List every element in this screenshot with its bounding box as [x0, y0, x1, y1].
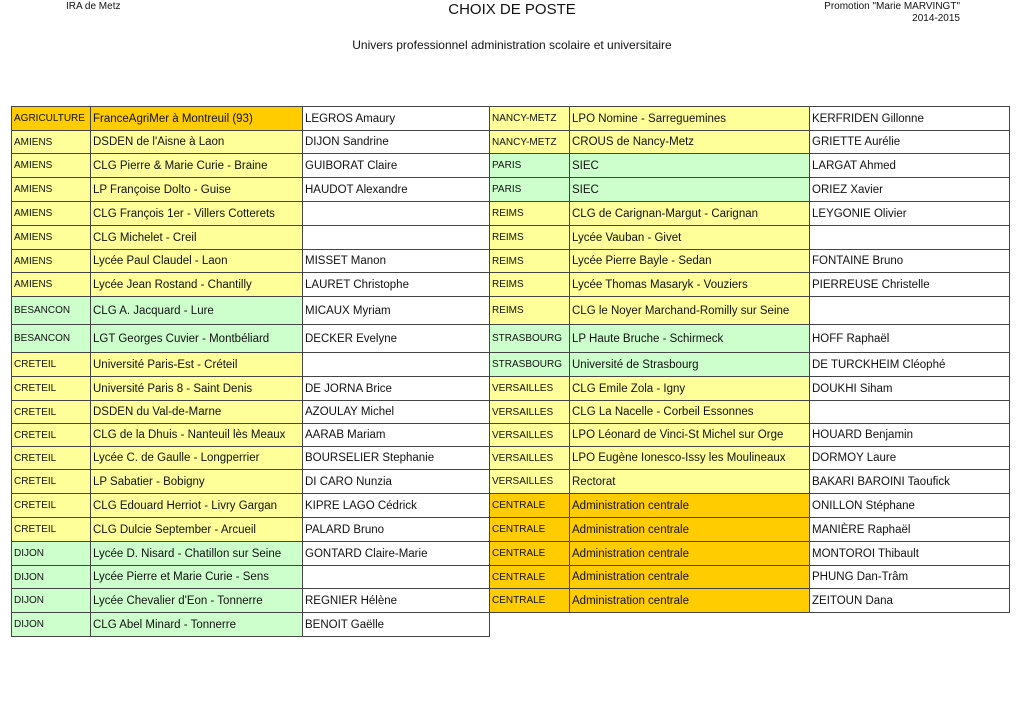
name-cell: LEYGONIE Olivier	[810, 202, 1010, 226]
name-cell: DE JORNA Brice	[303, 377, 490, 401]
post-cell: CLG Edouard Herriot - Livry Gargan	[91, 494, 303, 518]
name-cell	[810, 226, 1010, 250]
post-cell: Lycée Paul Claudel - Laon	[91, 250, 303, 273]
region-cell: VERSAILLES	[490, 424, 570, 447]
name-cell: PALARD Bruno	[303, 518, 490, 542]
region-cell: CRETEIL	[12, 518, 91, 542]
name-cell	[303, 202, 490, 226]
table-row	[490, 250, 1010, 273]
table-row	[12, 566, 490, 589]
region-cell: DIJON	[12, 613, 91, 637]
post-cell: Université de Strasbourg	[570, 353, 810, 377]
table-row	[490, 377, 1010, 401]
name-cell: KERFRIDEN Gillonne	[810, 107, 1010, 131]
table-row	[490, 401, 1010, 424]
post-cell: CLG de Carignan-Margut - Carignan	[570, 202, 810, 226]
table-row	[12, 447, 490, 470]
region-cell: AGRICULTURE	[12, 107, 91, 131]
post-cell: Lycée Chevalier d'Eon - Tonnerre	[91, 589, 303, 613]
post-cell: DSDEN de l'Aisne à Laon	[91, 131, 303, 154]
table-row	[12, 542, 490, 566]
name-cell: AARAB Mariam	[303, 424, 490, 447]
region-cell: VERSAILLES	[490, 447, 570, 470]
post-cell: Lycée D. Nisard - Chatillon sur Seine	[91, 542, 303, 566]
region-cell: AMIENS	[12, 202, 91, 226]
name-cell: DI CARO Nunzia	[303, 470, 490, 494]
region-cell: AMIENS	[12, 131, 91, 154]
name-cell: LEGROS Amaury	[303, 107, 490, 131]
region-cell: CRETEIL	[12, 401, 91, 424]
post-cell: SIEC	[570, 154, 810, 178]
table-row	[490, 154, 1010, 178]
name-cell: REGNIER Hélène	[303, 589, 490, 613]
region-cell: CENTRALE	[490, 494, 570, 518]
name-cell	[303, 566, 490, 589]
post-cell: Lycée Thomas Masaryk - Vouziers	[570, 273, 810, 297]
region-cell: CENTRALE	[490, 518, 570, 542]
posts-table-left	[11, 106, 490, 637]
region-cell: AMIENS	[12, 178, 91, 202]
table-row	[12, 518, 490, 542]
table-row	[490, 297, 1010, 325]
name-cell: GUIBORAT Claire	[303, 154, 490, 178]
table-row	[12, 178, 490, 202]
post-cell: Administration centrale	[570, 589, 810, 613]
region-cell: CRETEIL	[12, 353, 91, 377]
region-cell: DIJON	[12, 542, 91, 566]
name-cell: GONTARD Claire-Marie	[303, 542, 490, 566]
table-row	[12, 202, 490, 226]
region-cell: NANCY-METZ	[490, 107, 570, 131]
post-cell: FranceAgriMer à Montreuil (93)	[91, 107, 303, 131]
table-row	[12, 154, 490, 178]
table-row	[12, 297, 490, 325]
region-cell: VERSAILLES	[490, 377, 570, 401]
post-cell: CLG Dulcie September - Arcueil	[91, 518, 303, 542]
post-cell: Rectorat	[570, 470, 810, 494]
post-cell: Lycée Vauban - Givet	[570, 226, 810, 250]
region-cell: AMIENS	[12, 226, 91, 250]
region-cell: REIMS	[490, 273, 570, 297]
name-cell: DECKER Evelyne	[303, 325, 490, 353]
post-cell: Administration centrale	[570, 494, 810, 518]
region-cell: DIJON	[12, 589, 91, 613]
table-row	[12, 424, 490, 447]
name-cell: DORMOY Laure	[810, 447, 1010, 470]
name-cell: HOFF Raphaël	[810, 325, 1010, 353]
promotion-years: 2014-2015	[912, 13, 960, 24]
region-cell: STRASBOURG	[490, 353, 570, 377]
table-row	[490, 589, 1010, 613]
post-cell: LP Haute Bruche - Schirmeck	[570, 325, 810, 353]
post-cell: LPO Nomine - Sarreguemines	[570, 107, 810, 131]
post-cell: CLG Abel Minard - Tonnerre	[91, 613, 303, 637]
table-row	[490, 566, 1010, 589]
name-cell: PHUNG Dan-Trâm	[810, 566, 1010, 589]
region-cell: CENTRALE	[490, 542, 570, 566]
table-row	[12, 107, 490, 131]
table-row	[490, 494, 1010, 518]
name-cell: MANIÈRE Raphaël	[810, 518, 1010, 542]
name-cell: BENOIT Gaëlle	[303, 613, 490, 637]
name-cell: MONTOROI Thibault	[810, 542, 1010, 566]
post-cell: CLG François 1er - Villers Cotterets	[91, 202, 303, 226]
table-row	[12, 470, 490, 494]
post-cell: CROUS de Nancy-Metz	[570, 131, 810, 154]
region-cell: VERSAILLES	[490, 401, 570, 424]
region-cell: AMIENS	[12, 154, 91, 178]
region-cell: BESANCON	[12, 325, 91, 353]
name-cell: ORIEZ Xavier	[810, 178, 1010, 202]
region-cell: NANCY-METZ	[490, 131, 570, 154]
region-cell: CRETEIL	[12, 377, 91, 401]
name-cell: BOURSELIER Stephanie	[303, 447, 490, 470]
name-cell: FONTAINE Bruno	[810, 250, 1010, 273]
page-title: CHOIX DE POSTE	[448, 1, 576, 18]
name-cell: ONILLON Stéphane	[810, 494, 1010, 518]
table-row	[490, 447, 1010, 470]
table-row	[12, 250, 490, 273]
name-cell: DE TURCKHEIM Cléophé	[810, 353, 1010, 377]
table-row	[12, 226, 490, 250]
region-cell: PARIS	[490, 154, 570, 178]
table-row	[12, 131, 490, 154]
posts-table-right	[489, 106, 1010, 613]
table-row	[12, 589, 490, 613]
post-cell: Administration centrale	[570, 566, 810, 589]
table-row	[490, 202, 1010, 226]
table-row	[490, 131, 1010, 154]
name-cell: GRIETTE Aurélie	[810, 131, 1010, 154]
table-row	[490, 273, 1010, 297]
region-cell: DIJON	[12, 566, 91, 589]
table-row	[490, 325, 1010, 353]
table-row	[490, 226, 1010, 250]
post-cell: CLG A. Jacquard - Lure	[91, 297, 303, 325]
region-cell: CRETEIL	[12, 447, 91, 470]
region-cell: CRETEIL	[12, 424, 91, 447]
table-row	[490, 542, 1010, 566]
table-row	[12, 401, 490, 424]
page-subtitle: Univers professionnel administration scolaire et universitaire	[352, 38, 672, 52]
name-cell	[810, 297, 1010, 325]
post-cell: CLG de la Dhuis - Nanteuil lès Meaux	[91, 424, 303, 447]
post-cell: CLG Pierre & Marie Curie - Braine	[91, 154, 303, 178]
table-row	[490, 107, 1010, 131]
region-cell: CENTRALE	[490, 566, 570, 589]
post-cell: Lycée Jean Rostand - Chantilly	[91, 273, 303, 297]
name-cell: MICAUX Myriam	[303, 297, 490, 325]
post-cell: CLG Emile Zola - Igny	[570, 377, 810, 401]
table-row	[12, 494, 490, 518]
post-cell: Université Paris 8 - Saint Denis	[91, 377, 303, 401]
promotion-name: Promotion "Marie MARVINGT"	[824, 1, 960, 12]
name-cell: PIERREUSE Christelle	[810, 273, 1010, 297]
post-cell: LGT Georges Cuvier - Montbéliard	[91, 325, 303, 353]
name-cell: ZEITOUN Dana	[810, 589, 1010, 613]
name-cell: LARGAT Ahmed	[810, 154, 1010, 178]
name-cell: HOUARD Benjamin	[810, 424, 1010, 447]
table-row	[490, 470, 1010, 494]
post-cell: Administration centrale	[570, 518, 810, 542]
name-cell: AZOULAY Michel	[303, 401, 490, 424]
name-cell: LAURET Christophe	[303, 273, 490, 297]
post-cell: LPO Léonard de Vinci-St Michel sur Orge	[570, 424, 810, 447]
name-cell: MISSET Manon	[303, 250, 490, 273]
region-cell: AMIENS	[12, 250, 91, 273]
table-row	[12, 325, 490, 353]
region-cell: VERSAILLES	[490, 470, 570, 494]
table-row	[490, 424, 1010, 447]
table-row	[12, 353, 490, 377]
name-cell: BAKARI BAROINI Taoufick	[810, 470, 1010, 494]
name-cell: DOUKHI Siham	[810, 377, 1010, 401]
promotion-block	[824, 1, 960, 25]
table-row	[12, 613, 490, 637]
post-cell: Université Paris-Est - Créteil	[91, 353, 303, 377]
post-cell: Lycée Pierre et Marie Curie - Sens	[91, 566, 303, 589]
name-cell	[303, 226, 490, 250]
region-cell: AMIENS	[12, 273, 91, 297]
region-cell: CRETEIL	[12, 494, 91, 518]
post-cell: LP Sabatier - Bobigny	[91, 470, 303, 494]
region-cell: STRASBOURG	[490, 325, 570, 353]
name-cell: DIJON Sandrine	[303, 131, 490, 154]
post-cell: DSDEN du Val-de-Marne	[91, 401, 303, 424]
region-cell: PARIS	[490, 178, 570, 202]
region-cell: REIMS	[490, 250, 570, 273]
post-cell: CLG Michelet - Creil	[91, 226, 303, 250]
post-cell: LP Françoise Dolto - Guise	[91, 178, 303, 202]
table-row	[490, 178, 1010, 202]
post-cell: CLG La Nacelle - Corbeil Essonnes	[570, 401, 810, 424]
post-cell: Lycée Pierre Bayle - Sedan	[570, 250, 810, 273]
table-row	[490, 353, 1010, 377]
name-cell: HAUDOT Alexandre	[303, 178, 490, 202]
name-cell	[810, 401, 1010, 424]
post-cell: Administration centrale	[570, 542, 810, 566]
table-row	[490, 518, 1010, 542]
region-cell: REIMS	[490, 202, 570, 226]
post-cell: SIEC	[570, 178, 810, 202]
region-cell: REIMS	[490, 226, 570, 250]
table-row	[12, 273, 490, 297]
post-cell: Lycée C. de Gaulle - Longperrier	[91, 447, 303, 470]
table-row	[12, 377, 490, 401]
institution-label: IRA de Metz	[66, 1, 121, 12]
region-cell: CRETEIL	[12, 470, 91, 494]
name-cell: KIPRE LAGO Cédrick	[303, 494, 490, 518]
region-cell: REIMS	[490, 297, 570, 325]
name-cell	[303, 353, 490, 377]
region-cell: CENTRALE	[490, 589, 570, 613]
post-cell: LPO Eugène Ionesco-Issy les Moulineaux	[570, 447, 810, 470]
post-cell: CLG le Noyer Marchand-Romilly sur Seine	[570, 297, 810, 325]
region-cell: BESANCON	[12, 297, 91, 325]
